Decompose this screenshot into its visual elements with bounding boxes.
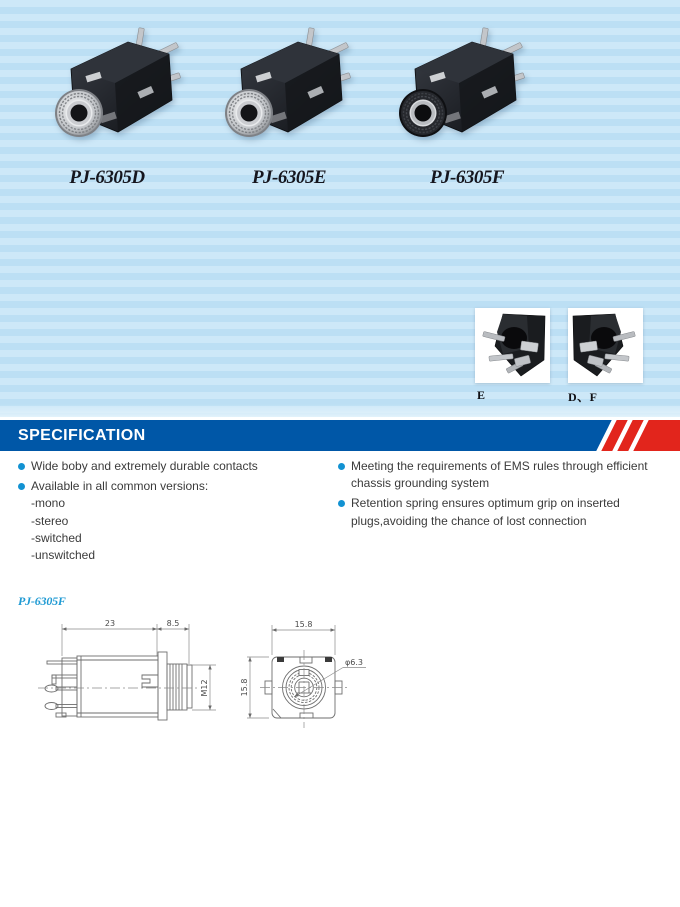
bullet-dot-icon [338,500,345,507]
bullet-dot-icon [18,463,25,470]
front-view-drawing [240,612,375,737]
bullet-sub-item: -stereo [31,513,69,528]
bullet-text [351,458,648,492]
product-label-pj-6305d: PJ-6305D [69,167,145,188]
dim-bushing-length-label: 8.5 [166,619,180,628]
dim-height-label: 15.8 [240,678,249,697]
dim-width-label: 15.8 [294,620,313,629]
bullet-group [338,458,673,492]
bullet-item [18,478,318,495]
bullet-sub-item: -unswitched [31,548,96,563]
spec-bullets-left-column [18,458,318,564]
bullet-group [338,495,673,529]
product-photo-pj-6305f [386,26,536,158]
dim-body-length-label: 23 [104,619,116,628]
bullet-line-1: Retention spring ensures optimum grip on inserted [351,496,620,511]
bullet-line-2: plugs,avoiding the chance of lost connection [351,513,587,528]
bullet-item [338,458,673,492]
bullet-item [338,495,673,529]
bullet-dot-icon [18,483,25,490]
rear-view-label-d-f: D、F [568,390,598,404]
bullet-group [18,478,318,564]
spec-bullets-right-column [338,458,673,530]
bullet-sub-item: -mono [31,496,66,511]
drawing-model-title: PJ-6305F [18,594,66,608]
bullet-text: Wide boby and extremely durable contacts [31,459,258,473]
bullet-text [351,495,620,529]
bullet-item [18,458,318,475]
specification-header-bar [0,420,680,451]
rear-view-label-e: E [477,388,486,402]
rear-view-photo-e [475,308,550,383]
side-view-drawing [30,612,220,737]
bullet-sub-item: -switched [31,530,82,545]
bullet-line-1: Meeting the requirements of EMS rules through efficient [351,459,648,473]
bullet-line-2: chassis grounding system [351,476,490,491]
rear-view-photo-d-f [568,308,643,383]
dim-thread-label: M12 [200,679,209,697]
section-title: SPECIFICATION [18,426,146,444]
product-label-pj-6305e: PJ-6305E [251,167,327,188]
product-label-pj-6305f: PJ-6305F [429,167,505,188]
dim-hole-diameter-label: φ6.3 [345,658,363,667]
bullet-group [18,458,318,475]
hero-band [0,0,680,417]
bullet-dot-icon [338,463,345,470]
product-photo-pj-6305e [212,26,362,158]
bullet-text: Available in all common versions: [31,479,209,494]
product-photo-pj-6305d [42,26,192,158]
